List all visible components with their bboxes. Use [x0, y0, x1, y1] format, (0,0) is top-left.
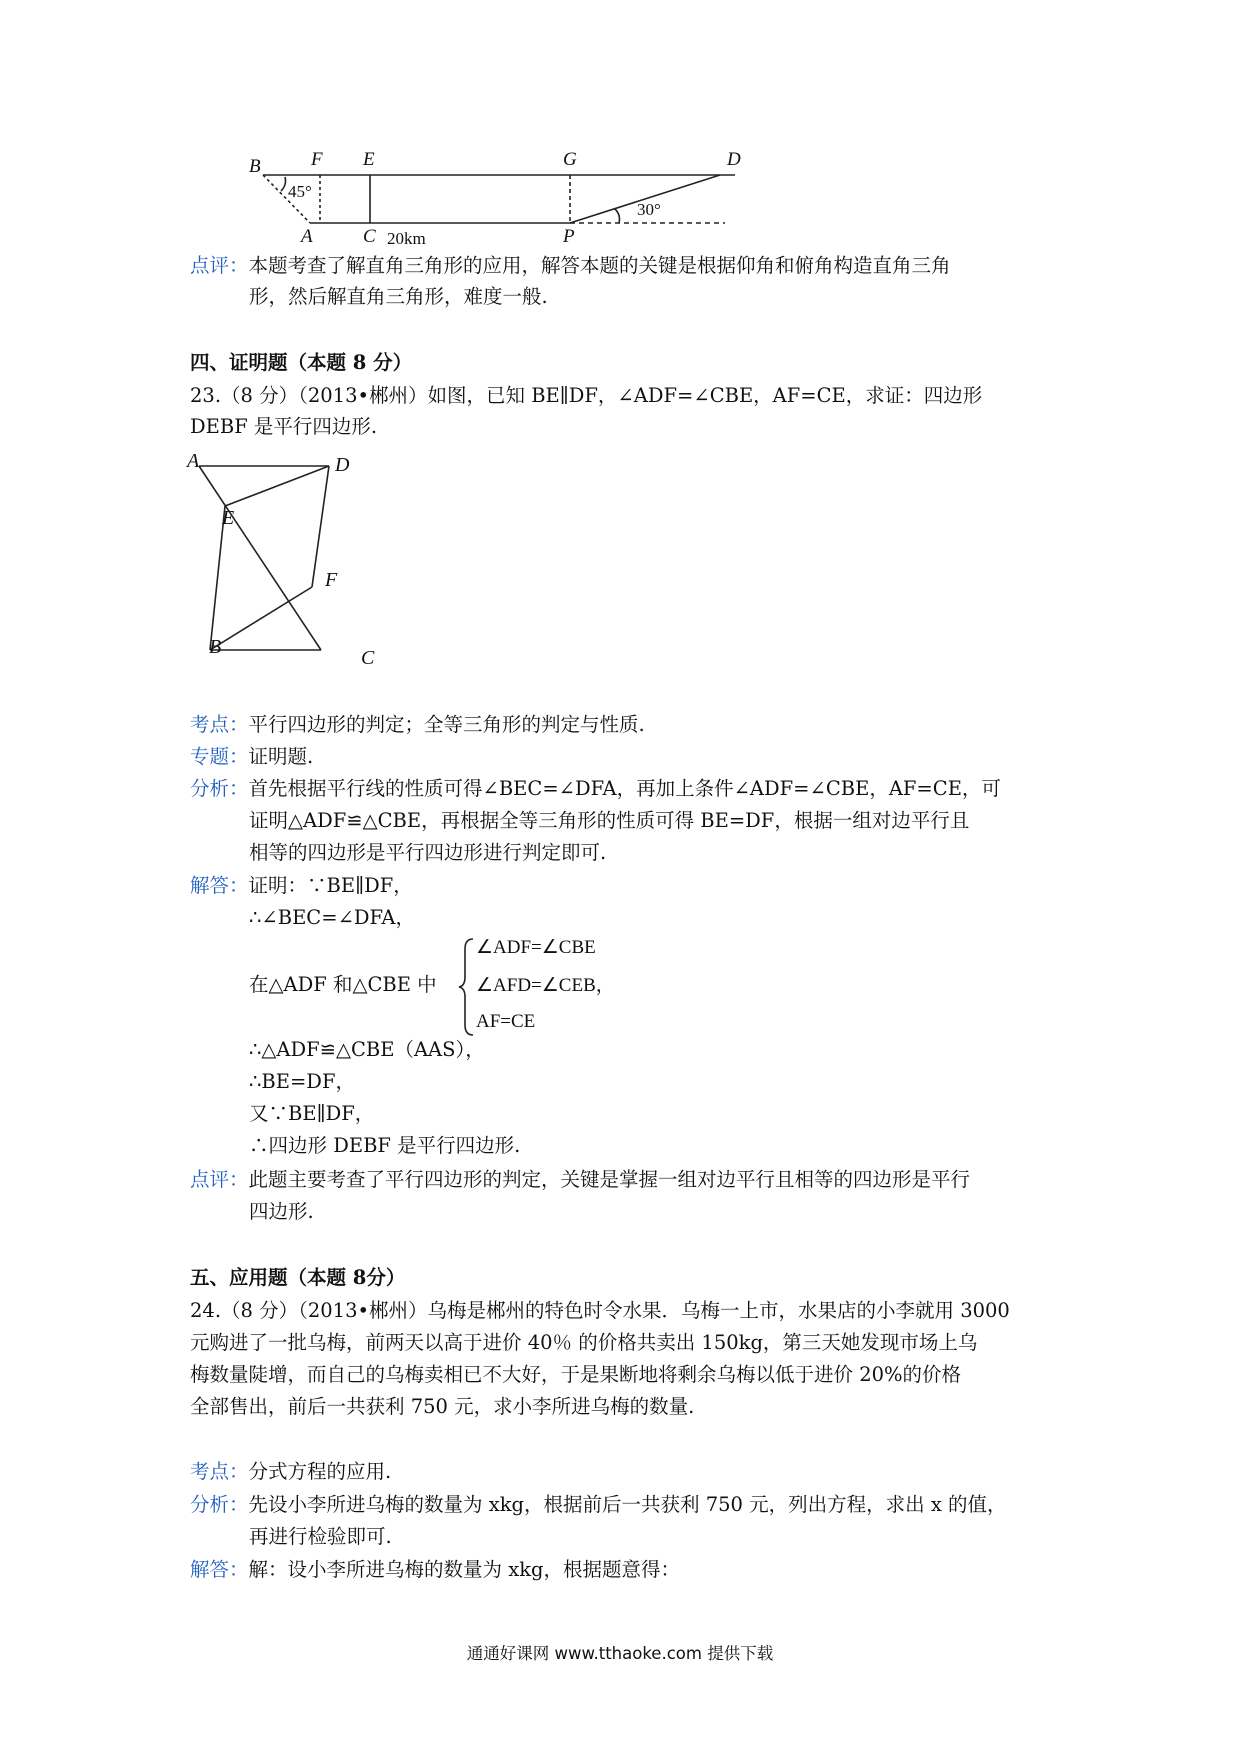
- q24-stem-line1: 24.（8 分）（2013•郴州）乌梅是郴州的特色时令水果．乌梅一上市，水果店的小李就用 3000: [190, 1299, 1010, 1322]
- q23-jieda-text1: 证明：∵BE∥DF，: [248, 874, 413, 897]
- q24-fenxi-line2: 再进行检验即可.: [249, 1525, 392, 1548]
- fig1-label-A: A: [301, 226, 313, 247]
- remark22-label: 点评：: [190, 254, 249, 277]
- q24-fenxi-line1: [190, 1493, 1007, 1517]
- fig1-angle-30: 30°: [637, 200, 661, 219]
- q24-stem-line3: 梅数量陡增，而自己的乌梅卖相已不大好，于是果断地将剩余乌梅以低于进价 20%的价格: [190, 1363, 962, 1386]
- q23-fenxi-text1: 首先根据平行线的性质可得∠BEC=∠DFA，再加上条件∠ADF=∠CBE，AF=CE，可: [248, 777, 1001, 800]
- fig1-distance: 20km: [387, 229, 426, 247]
- fig1-label-G: G: [563, 149, 577, 170]
- q23-zhuanti: [190, 745, 313, 769]
- q23-fenxi-line3: 相等的四边形是平行四边形进行判定即可.: [249, 841, 607, 864]
- q23-brace-row1: ∠ADF=∠CBE: [476, 937, 596, 958]
- q24-stem-line2: 元购进了一批乌梅，前两天以高于进价 40％ 的价格共卖出 150kg，第三天她发现市场上乌: [190, 1331, 978, 1354]
- q23-kaodian-text: 平行四边形的判定；全等三角形的判定与性质.: [248, 713, 645, 736]
- fig1-label-E: E: [363, 149, 375, 170]
- q23-stem-line1: 23.（8 分）（2013•郴州）如图，已知 BE∥DF，∠ADF=∠CBE，AF=CE，求证：四边形: [190, 384, 983, 407]
- q23-jieda-line2: ∴∠BEC=∠DFA，: [249, 906, 415, 929]
- q24-kaodian-label: 考点：: [190, 1460, 249, 1483]
- q23-jieda-line6: 又∵BE∥DF，: [249, 1102, 375, 1125]
- q24-fenxi-text1: 先设小李所进乌梅的数量为 xkg，根据前后一共获利 750 元，列出方程，求出 x 的值，: [248, 1493, 1007, 1516]
- fig1-label-D: D: [727, 149, 741, 170]
- q23-zhuanti-text: 证明题.: [248, 745, 314, 768]
- q23-zhuanti-label: 专题：: [190, 745, 249, 768]
- q23-fenxi-line2: 证明△ADF≌△CBE，再根据全等三角形的性质可得 BE=DF，根据一组对边平行且: [249, 809, 970, 832]
- fig2-label-D: D: [335, 454, 350, 476]
- fig2-label-A: A: [187, 450, 200, 472]
- section5-title: 五、应用题（本题 8分）: [190, 1266, 406, 1289]
- q24-kaodian: [190, 1460, 391, 1484]
- q23-fenxi-line1: [190, 777, 1001, 801]
- q23-dianping-line2: 四边形.: [249, 1200, 314, 1223]
- q23-jieda-line1: [190, 874, 413, 898]
- q24-jieda-line1: [190, 1558, 680, 1582]
- q24-jieda-text1: 解：设小李所进乌梅的数量为 xkg，根据题意得：: [248, 1558, 681, 1581]
- q23-dianping-label: 点评：: [190, 1168, 249, 1191]
- section4-title: 四、证明题（本题 8 分）: [190, 351, 413, 374]
- q23-kaodian-label: 考点：: [190, 713, 249, 736]
- q23-brace-row2: ∠AFD=∠CEB，: [476, 975, 615, 996]
- page-footer: 通通好课网 www.tthaoke.com 提供下载: [466, 1644, 774, 1663]
- q23-dianping-text1: 此题主要考查了平行四边形的判定，关键是掌握一组对边平行且相等的四边形是平行: [248, 1168, 971, 1191]
- q23-jieda-line4: ∴△ADF≌△CBE（AAS），: [249, 1038, 485, 1061]
- q23-kaodian: [190, 713, 645, 737]
- remark22-line1: [190, 254, 951, 278]
- fig1-label-B: B: [249, 156, 261, 177]
- q23-fenxi-label: 分析：: [190, 777, 249, 800]
- q24-jieda-label: 解答：: [190, 1558, 249, 1581]
- fig2-label-E: E: [222, 507, 235, 529]
- q23-jieda-label: 解答：: [190, 874, 249, 897]
- brace-icon: [458, 937, 476, 1037]
- remark22-text1: 本题考查了解直角三角形的应用，解答本题的关键是根据仰角和俯角构造直角三角: [248, 254, 951, 277]
- q23-dianping-line1: [190, 1168, 970, 1192]
- fig2-label-C: C: [361, 647, 375, 669]
- fig2-label-F: F: [325, 569, 338, 591]
- q24-stem-line4: 全部售出，前后一共获利 750 元，求小李所进乌梅的数量.: [190, 1395, 695, 1418]
- fig1-label-P: P: [563, 226, 575, 247]
- q23-brace-system: [249, 937, 669, 1037]
- fig1-angle-45: 45°: [288, 182, 312, 201]
- q23-jieda-line7: ∴四边形 DEBF 是平行四边形.: [249, 1134, 521, 1157]
- fig1-label-F: F: [311, 149, 323, 170]
- q23-jieda-line5: ∴BE=DF，: [249, 1070, 355, 1093]
- figure-angle-diagram: [245, 147, 765, 251]
- remark22-line2: 形，然后解直角三角形，难度一般.: [249, 285, 548, 308]
- q23-brace-row3: AF=CE: [476, 1011, 536, 1032]
- q23-stem-line2: DEBF 是平行四边形.: [190, 415, 378, 438]
- figure-parallelogram: [185, 450, 385, 674]
- q24-fenxi-label: 分析：: [190, 1493, 249, 1516]
- q23-brace-prefix: 在△ADF 和△CBE 中: [249, 973, 437, 996]
- q24-kaodian-text: 分式方程的应用.: [248, 1460, 392, 1483]
- fig1-label-C: C: [363, 226, 376, 247]
- fig2-label-B: B: [209, 636, 222, 658]
